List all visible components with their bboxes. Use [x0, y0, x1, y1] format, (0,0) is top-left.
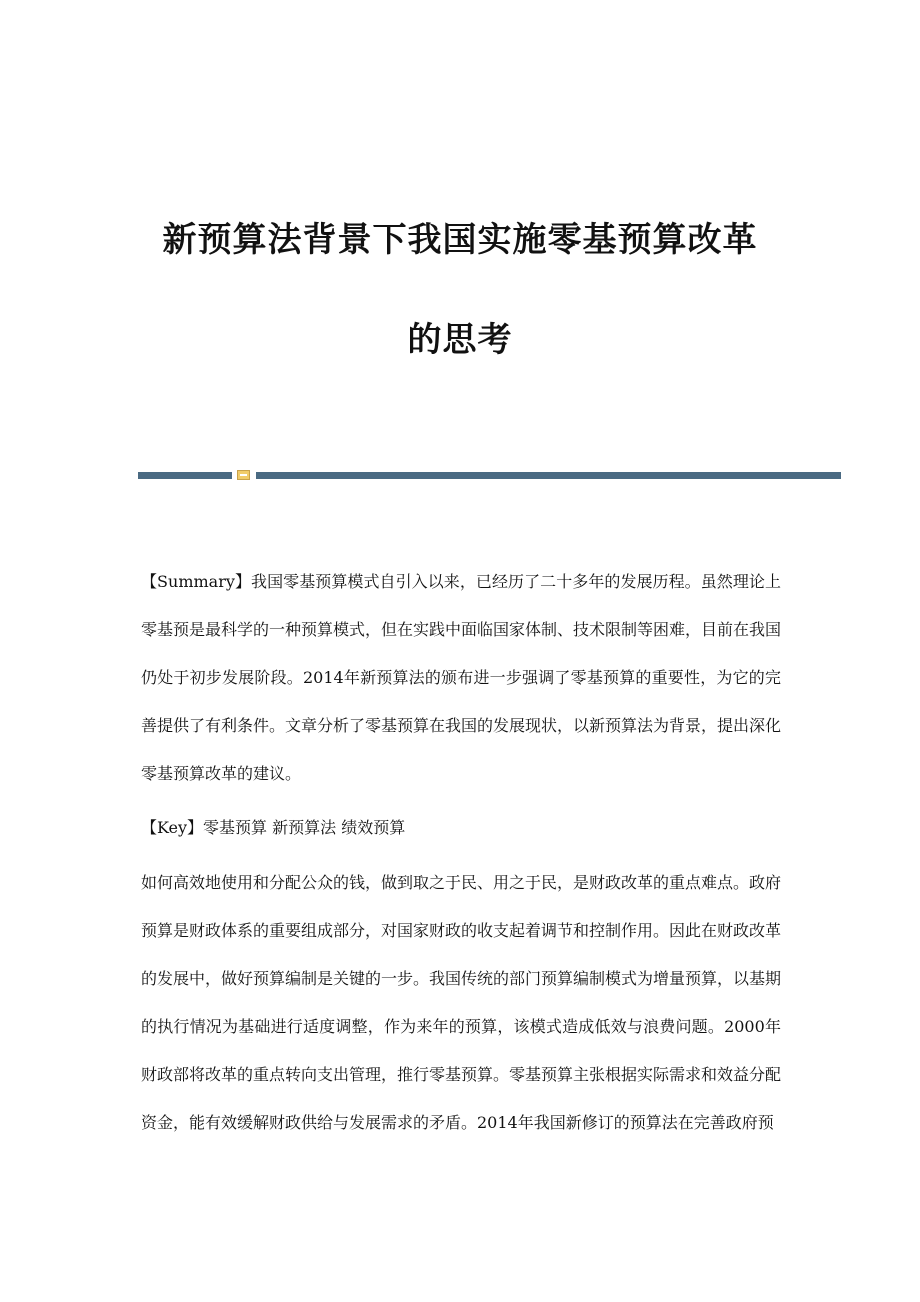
summary-paragraph: [141, 558, 781, 798]
summary-text: 我国零基预算模式自引入以来，已经历了二十多年的发展历程。虽然理论上零基预是最科学的一种预算模式，但在实践中面临国家体制、技术限制等困难，目前在我国仍处于初步发展阶段。2014年新预算法的颁布进一步强调了零基预算的重要性，为它的完善提供了有利条件。文章分析了零基预算在我国的发展现状，以新预算法为背景，提出深化零基预算改革的建议。: [141, 572, 782, 783]
title-divider: [138, 470, 841, 480]
divider-bar-right: [256, 472, 841, 479]
body-paragraph: 如何高效地使用和分配公众的钱，做到取之于民、用之于民，是财政改革的重点难点。政府预算是财政体系的重要组成部分，对国家财政的收支起着调节和控制作用。因此在财政改革的发展中，做好预算编制是关键的一步。我国传统的部门预算编制模式为增量预算，以基期的执行情况为基础进行适度调整，作为来年的预算，该模式造成低效与浪费问题。2000年财政部将改革的重点转向支出管理，推行零基预算。零基预算主张根据实际需求和效益分配资金，能有效缓解财政供给与发展需求的矛盾。2014年我国新修订的预算法在完善政府预: [141, 873, 782, 1132]
divider-bar-left: [138, 472, 232, 479]
keywords-text: 零基预算 新预算法 绩效预算: [203, 818, 406, 837]
keywords-paragraph: [141, 804, 781, 852]
keywords-label: 【Key】: [141, 818, 204, 837]
document-title-line-2: 的思考: [407, 320, 513, 360]
divider-ornament-icon: [237, 470, 250, 480]
document-title-line-1: 新预算法背景下我国实施零基预算改革: [162, 220, 758, 260]
summary-label: 【Summary】: [141, 572, 252, 591]
